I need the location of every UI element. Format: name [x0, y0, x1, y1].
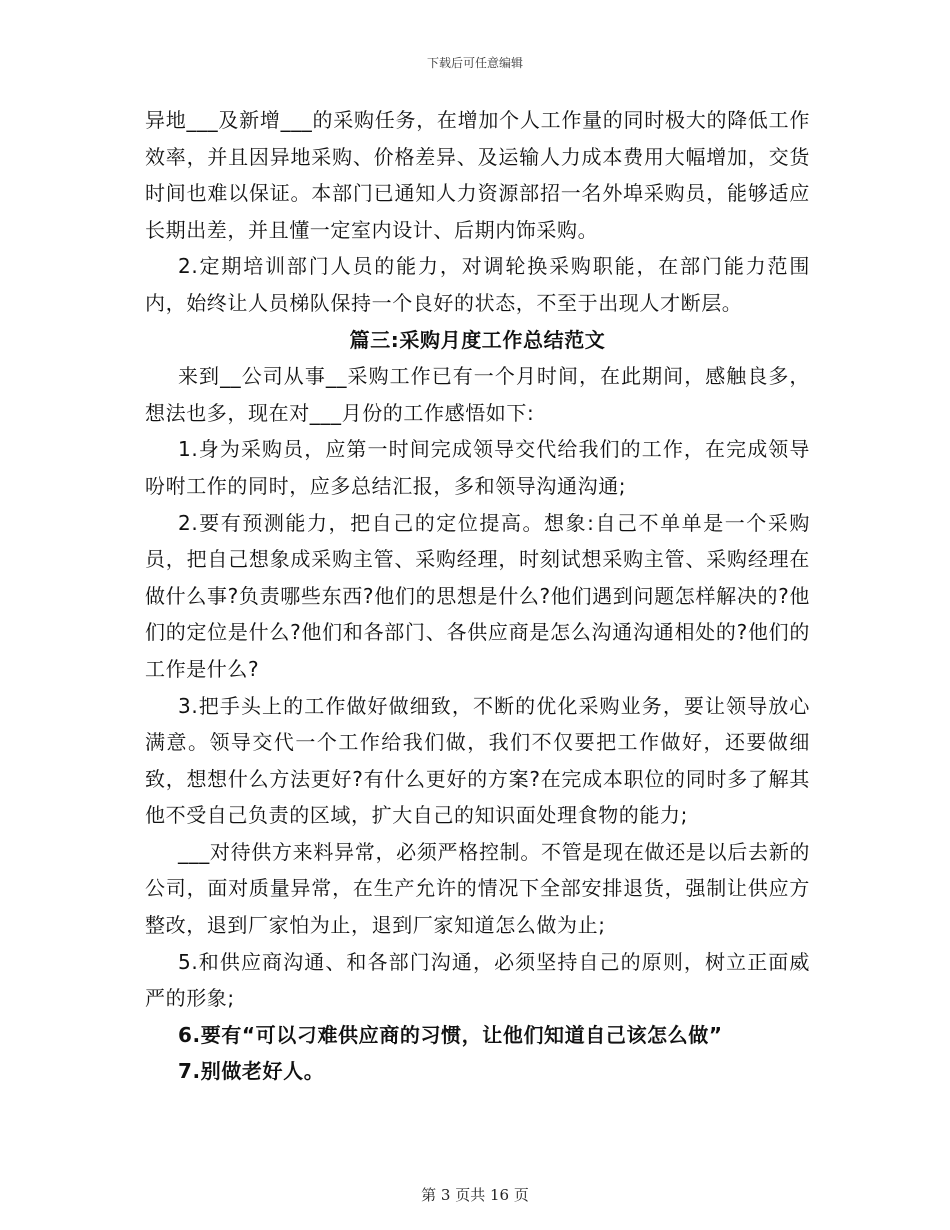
document-body [145, 102, 810, 1090]
paragraph-point-3: 3.把手头上的工作做好做细致，不断的优化采购业务，要让领导放心满意。领导交代一个工作给我们做，我们不仅要把工作做好，还要做细致，想想什么方法更好?有什么更好的方案?在完成本职位的同时多了解其他不受自己负责的区域，扩大自己的知识面处理食物的能力; [145, 693, 810, 828]
paragraph-point-1: 1.身为采购员，应第一时间完成领导交代给我们的工作，在完成领导吩咐工作的同时，应多总结汇报，多和领导沟通沟通; [145, 437, 810, 498]
paragraph-point-6: 6.要有“可以刁难供应商的习惯，让他们知道自己该怎么做” [178, 1022, 723, 1047]
paragraph-intro: 来到__公司从事__采购工作已有一个月时间，在此期间，感触良多，想法也多，现在对___月份的工作感悟如下: [145, 364, 810, 425]
section-title: 篇三:采购月度工作总结范文 [349, 327, 606, 352]
paragraph-point-4: ___对待供方来料异常，必须严格控制。不管是现在做还是以后去新的公司，面对质量异常，在生产允许的情况下全部安排退货，强制让供应方整改，退到厂家怕为止，退到厂家知道怎么做为止; [145, 839, 810, 938]
paragraph-point-7: 7.别做老好人。 [178, 1059, 325, 1084]
paragraph-point-5: 5.和供应商沟通、和各部门沟通，必须坚持自己的原则，树立正面威严的形象; [145, 949, 810, 1011]
page-header: 下载后可任意编辑 [426, 56, 523, 70]
paragraph-point-2: 2.要有预测能力，把自己的定位提高。想象:自己不单单是一个采购员，把自己想象成采购主管、采购经理，时刻试想采购主管、采购经理在做什么事?负责哪些东西?他们的思想是什么?他们遇到问题怎样解决的?他们的定位是什么?他们和各部门、各供应商是怎么沟通沟通相处的?他们的工作是什么? [145, 510, 810, 681]
paragraph-item-2: 2.定期培训部门人员的能力，对调轮换采购职能，在部门能力范围内，始终让人员梯队保持一个良好的状态，不至于出现人才断层。 [145, 254, 810, 315]
page-footer: 第 3 页共 16 页 [421, 1186, 529, 1204]
paragraph-continuation: 异地___及新增___的采购任务，在增加个人工作量的同时极大的降低工作效率，并且因异地采购、价格差异、及运输人力成本费用大幅增加，交货时间也难以保证。本部门已通知人力资源部招一名外埠采购员，能够适应长期出差，并且懂一定室内设计、后期内饰采购。 [145, 108, 810, 242]
